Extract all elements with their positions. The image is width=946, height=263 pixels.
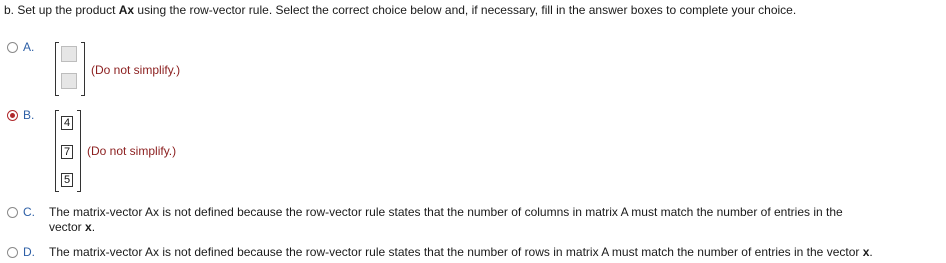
option-c-line2-suffix: . (91, 220, 96, 234)
option-d-text-prefix: The matrix-vector Ax is not defined because the row-vector rule states that the number of rows in matrix A must match the number of entries in the vector (49, 245, 863, 259)
option-a-right-bracket (81, 42, 85, 96)
option-a-left-bracket (55, 42, 59, 96)
option-d-radio[interactable] (7, 247, 18, 258)
question-bold-term: Ax (118, 3, 135, 17)
option-c-text-line2 (49, 220, 95, 234)
question-prefix: b. Set up the product (4, 3, 119, 17)
option-d-letter: D. (23, 245, 35, 259)
option-b-note: (Do not simplify.) (87, 144, 177, 158)
option-b-right-bracket (77, 110, 81, 192)
option-a-radio[interactable] (7, 42, 18, 53)
option-b-radio[interactable] (7, 110, 18, 121)
question-text (4, 3, 796, 17)
option-c-radio[interactable] (7, 207, 18, 218)
option-b-entry-1[interactable]: 4 (61, 116, 73, 130)
option-b-entry-2[interactable]: 7 (61, 145, 73, 159)
option-c-line2-bold: x (85, 220, 92, 234)
option-c-letter: C. (23, 205, 35, 219)
option-d-text-bold: x (862, 245, 870, 259)
option-a-answer-box-1[interactable] (61, 46, 77, 62)
option-c-text-line1: The matrix-vector Ax is not defined because the row-vector rule states that the number of columns in matrix A must match the number of entries in the (49, 205, 843, 219)
option-a-note: (Do not simplify.) (91, 63, 181, 77)
option-b-letter: B. (23, 108, 35, 122)
option-a-answer-box-2[interactable] (61, 73, 77, 89)
option-d-text (49, 245, 873, 259)
option-c-line2-prefix: vector (49, 220, 86, 234)
question-suffix: using the row-vector rule. Select the correct choice below and, if necessary, fill in the answer boxes to complete your choice. (134, 3, 797, 17)
option-a-letter: A. (23, 40, 35, 54)
option-b-left-bracket (55, 110, 59, 192)
option-b-entry-3[interactable]: 5 (61, 173, 73, 187)
option-d-text-suffix: . (869, 245, 873, 259)
